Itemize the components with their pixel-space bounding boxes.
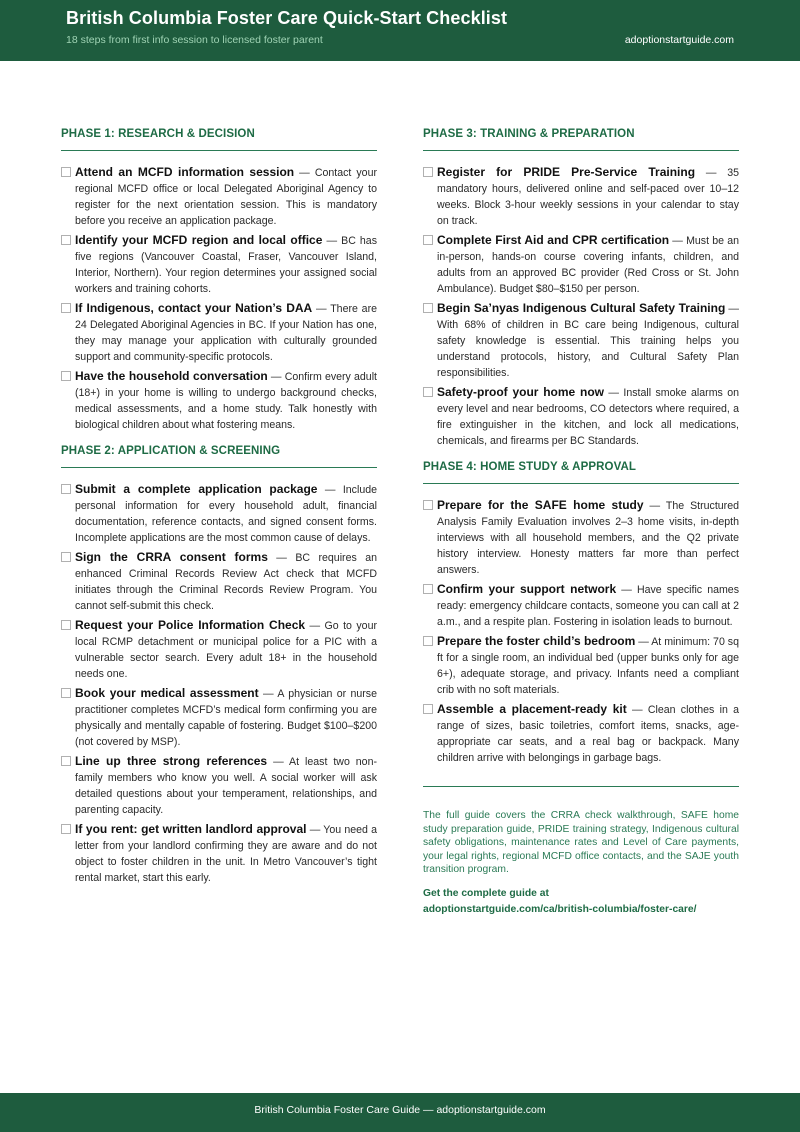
header-site-link[interactable]: adoptionstartguide.com bbox=[624, 34, 734, 46]
page-title: British Columbia Foster Care Quick-Start Checklist bbox=[66, 8, 508, 28]
separator-dash: — bbox=[306, 824, 324, 836]
phase-checklist bbox=[61, 164, 377, 433]
checklist-item-description: Install smoke alarms on every level and near bedrooms, CO detectors where required, a fire extinguisher in the kitchen, and lock all medications, chemicals, and firearms per BC Standards. bbox=[437, 387, 739, 447]
checklist-item-description: Contact your regional MCFD office or local Delegated Aboriginal Agency to register for the next orientation session. This is mandatory before you receive an application package. bbox=[75, 167, 377, 227]
checklist-item-title: Prepare the foster child’s bedroom bbox=[437, 634, 636, 648]
checklist-item-description: Go to your local RCMP detachment or municipal police for a PIC with a vulnerable sector search. Every adult 18+ in the household needs one. bbox=[75, 620, 377, 680]
checkbox[interactable] bbox=[61, 688, 71, 698]
phase-heading: PHASE 2: APPLICATION & SCREENING bbox=[61, 445, 377, 468]
separator-dash: — bbox=[635, 636, 652, 648]
footer-text: British Columbia Foster Care Guide — adoptionstartguide.com bbox=[254, 1104, 546, 1116]
checklist-item bbox=[423, 701, 739, 766]
checklist-item-description: You need a letter from your landlord confirming they are aware and do not object to foster children in the unit. In Metro Vancouver’s tight rental market, start this early. bbox=[75, 824, 377, 884]
checklist-item bbox=[423, 384, 739, 449]
separator-dash: — bbox=[317, 484, 343, 496]
checklist-item-description: 35 mandatory hours, delivered online and self-paced over 10–12 weeks. Block 3-hour weekly sessions in your calendar to stay on track. bbox=[437, 167, 739, 227]
left-column bbox=[61, 128, 377, 889]
checklist-item bbox=[61, 753, 377, 818]
checklist-item-description: BC has five regions (Vancouver Coastal, Fraser, Vancouver Island, Interior, Northern). Your region determines your assigned social workers and training cohorts. bbox=[75, 235, 378, 295]
checkbox[interactable] bbox=[423, 235, 433, 245]
checklist-item bbox=[61, 368, 377, 433]
checklist-item-description: BC requires an enhanced Criminal Records Review Act check that MCFD initiates through the Criminal Records Review Program. You cannot self-submit this check. bbox=[75, 552, 377, 612]
separator-dash: — bbox=[725, 303, 739, 315]
checklist-item-title: Begin Sa’nyas Indigenous Cultural Safety Training bbox=[437, 301, 726, 315]
separator-dash: — bbox=[695, 167, 728, 179]
promo-cta-link[interactable]: adoptionstartguide.com/ca/british-columbia/foster-care/ bbox=[423, 903, 697, 915]
checklist-item bbox=[61, 300, 377, 365]
separator-dash: — bbox=[643, 500, 666, 512]
separator-dash: — bbox=[604, 387, 624, 399]
page-header bbox=[0, 0, 800, 61]
promo-cta-label: Get the complete guide at bbox=[423, 887, 549, 899]
separator-dash: — bbox=[294, 167, 315, 179]
checklist-item-title: Prepare for the SAFE home study bbox=[437, 498, 644, 512]
checkbox[interactable] bbox=[61, 235, 71, 245]
phase-heading: PHASE 3: TRAINING & PREPARATION bbox=[423, 128, 739, 151]
checklist-item-description: Have specific names ready: emergency childcare contacts, someone you can call at 2 a.m., and a respite plan. Fostering in isolation leads to burnout. bbox=[437, 584, 739, 628]
checklist-item-title: Line up three strong references bbox=[75, 754, 268, 768]
checklist-item bbox=[61, 164, 377, 229]
checklist-item-description: Clean clothes in a range of sizes, basic toiletries, comfort items, snacks, age-appropriate car seats, and a real bag or backpack. Many children arrive with belongings in garbage bags. bbox=[437, 704, 739, 764]
checkbox[interactable] bbox=[423, 704, 433, 714]
page-footer bbox=[0, 1093, 800, 1132]
checklist-item-description: At least two non-family members who know you well. A social worker will ask detailed questions about your temperament, relationships, and parenting capacity. bbox=[75, 756, 377, 816]
promo-section bbox=[423, 786, 739, 918]
checklist-item-title: Confirm your support network bbox=[437, 582, 617, 596]
checklist-item bbox=[61, 685, 377, 750]
promo-text: The full guide covers the CRRA check walkthrough, SAFE home study preparation guide, PRIDE training strategy, Indigenous cultural safety obligations, maintenance rates and Level of Care payments, your legal rights, regional MCFD office contacts, and the SAJE youth transition program. bbox=[423, 810, 739, 875]
checkbox[interactable] bbox=[61, 824, 71, 834]
checkbox[interactable] bbox=[61, 552, 71, 562]
checklist-item-description: There are 24 Delegated Aboriginal Agencies in BC. If your Nation has one, they may manage your application with culturally grounded support and community-specific protocols. bbox=[75, 303, 377, 363]
checklist-item-description: A physician or nurse practitioner completes MCFD’s medical form confirming you are physically and mentally capable of fostering. Budget $100–$200 (not covered by MSP). bbox=[75, 688, 377, 748]
checklist-item-description: Must be an in-person, hands-on course covering infants, children, and adults from an approved BC provider (Red Cross or St. John Ambulance). Budget $80–$150 per person. bbox=[437, 235, 739, 295]
checklist-item bbox=[61, 821, 377, 886]
checkbox[interactable] bbox=[61, 371, 71, 381]
phase-heading: PHASE 4: HOME STUDY & APPROVAL bbox=[423, 461, 739, 484]
checklist-item bbox=[61, 481, 377, 546]
checklist-item-title: Have the household conversation bbox=[75, 369, 268, 383]
checklist-item bbox=[423, 633, 739, 698]
checkbox[interactable] bbox=[61, 484, 71, 494]
separator-dash: — bbox=[626, 704, 648, 716]
checklist-item-title: Attend an MCFD information session bbox=[75, 165, 295, 179]
checkbox[interactable] bbox=[423, 584, 433, 594]
separator-dash: — bbox=[616, 584, 637, 596]
checklist-item-title: Assemble a placement-ready kit bbox=[437, 702, 627, 716]
checklist-item-title: Safety-proof your home now bbox=[437, 385, 605, 399]
checklist-item-title: Request your Police Information Check bbox=[75, 618, 306, 632]
page-subtitle: 18 steps from first info session to licensed foster parent bbox=[66, 34, 323, 46]
checklist-item-description: With 68% of children in BC care being Indigenous, cultural safety knowledge is essential. This training helps you understand protocols, history, and Cultural Safety Plan responsibilities. bbox=[437, 319, 739, 379]
checklist-item bbox=[423, 300, 739, 381]
separator-dash: — bbox=[267, 552, 296, 564]
checklist-item-title: Identify your MCFD region and local office bbox=[75, 233, 323, 247]
checklist-item-description: The Structured Analysis Family Evaluation involves 2–3 home visits, in-depth interviews with all household members, and the Q2 private history interview. Honesty matters far more than perfect answers. bbox=[437, 500, 739, 576]
separator-dash: — bbox=[322, 235, 342, 247]
checklist-item bbox=[61, 617, 377, 682]
checklist-item-description: At minimum: 70 sq ft for a single room, an individual bed (upper bunks only for age 6+), adequate storage, and privacy. Infants need a compliant crib with no soft materials. bbox=[437, 636, 739, 696]
separator-dash: — bbox=[669, 235, 687, 247]
right-column bbox=[423, 128, 739, 918]
checklist-item-title: If Indigenous, contact your Nation’s DAA bbox=[75, 301, 313, 315]
separator-dash: — bbox=[305, 620, 325, 632]
checklist-item-title: Book your medical assessment bbox=[75, 686, 259, 700]
checklist-item bbox=[61, 549, 377, 614]
checklist-item-description: Confirm every adult (18+) in your home is willing to undergo background checks, medical assessments, and a home study. Talk honestly with biological children about what fostering means. bbox=[75, 371, 377, 431]
checklist-item-title: Sign the CRRA consent forms bbox=[75, 550, 268, 564]
checklist-item bbox=[423, 232, 739, 297]
checklist-item bbox=[423, 581, 739, 630]
checklist-item-title: Submit a complete application package bbox=[75, 482, 318, 496]
separator-dash: — bbox=[267, 371, 285, 383]
checkbox[interactable] bbox=[61, 756, 71, 766]
promo-cta bbox=[423, 886, 739, 918]
checkbox[interactable] bbox=[423, 167, 433, 177]
phase-checklist bbox=[423, 164, 739, 449]
checkbox[interactable] bbox=[61, 620, 71, 630]
checklist-item-title: Register for PRIDE Pre-Service Training bbox=[437, 165, 696, 179]
checklist-item-description: Include personal information for every household adult, financial documentation, reference contacts, and signed consent forms. Incomplete applications are the most common cause of delays. bbox=[75, 484, 377, 544]
checklist-item-title: If you rent: get written landlord approval bbox=[75, 822, 307, 836]
checkbox[interactable] bbox=[423, 636, 433, 646]
checkbox[interactable] bbox=[423, 303, 433, 313]
checklist-item bbox=[423, 497, 739, 578]
checklist-item bbox=[61, 232, 377, 297]
checkbox[interactable] bbox=[423, 500, 433, 510]
checklist-item bbox=[423, 164, 739, 229]
phase-checklist bbox=[423, 497, 739, 766]
checkbox[interactable] bbox=[423, 387, 433, 397]
phase-heading: PHASE 1: RESEARCH & DECISION bbox=[61, 128, 377, 151]
checkbox[interactable] bbox=[61, 303, 71, 313]
separator-dash: — bbox=[312, 303, 331, 315]
phase-checklist bbox=[61, 481, 377, 886]
separator-dash: — bbox=[258, 688, 278, 700]
separator-dash: — bbox=[267, 756, 290, 768]
checkbox[interactable] bbox=[61, 167, 71, 177]
checklist-item-title: Complete First Aid and CPR certification bbox=[437, 233, 670, 247]
